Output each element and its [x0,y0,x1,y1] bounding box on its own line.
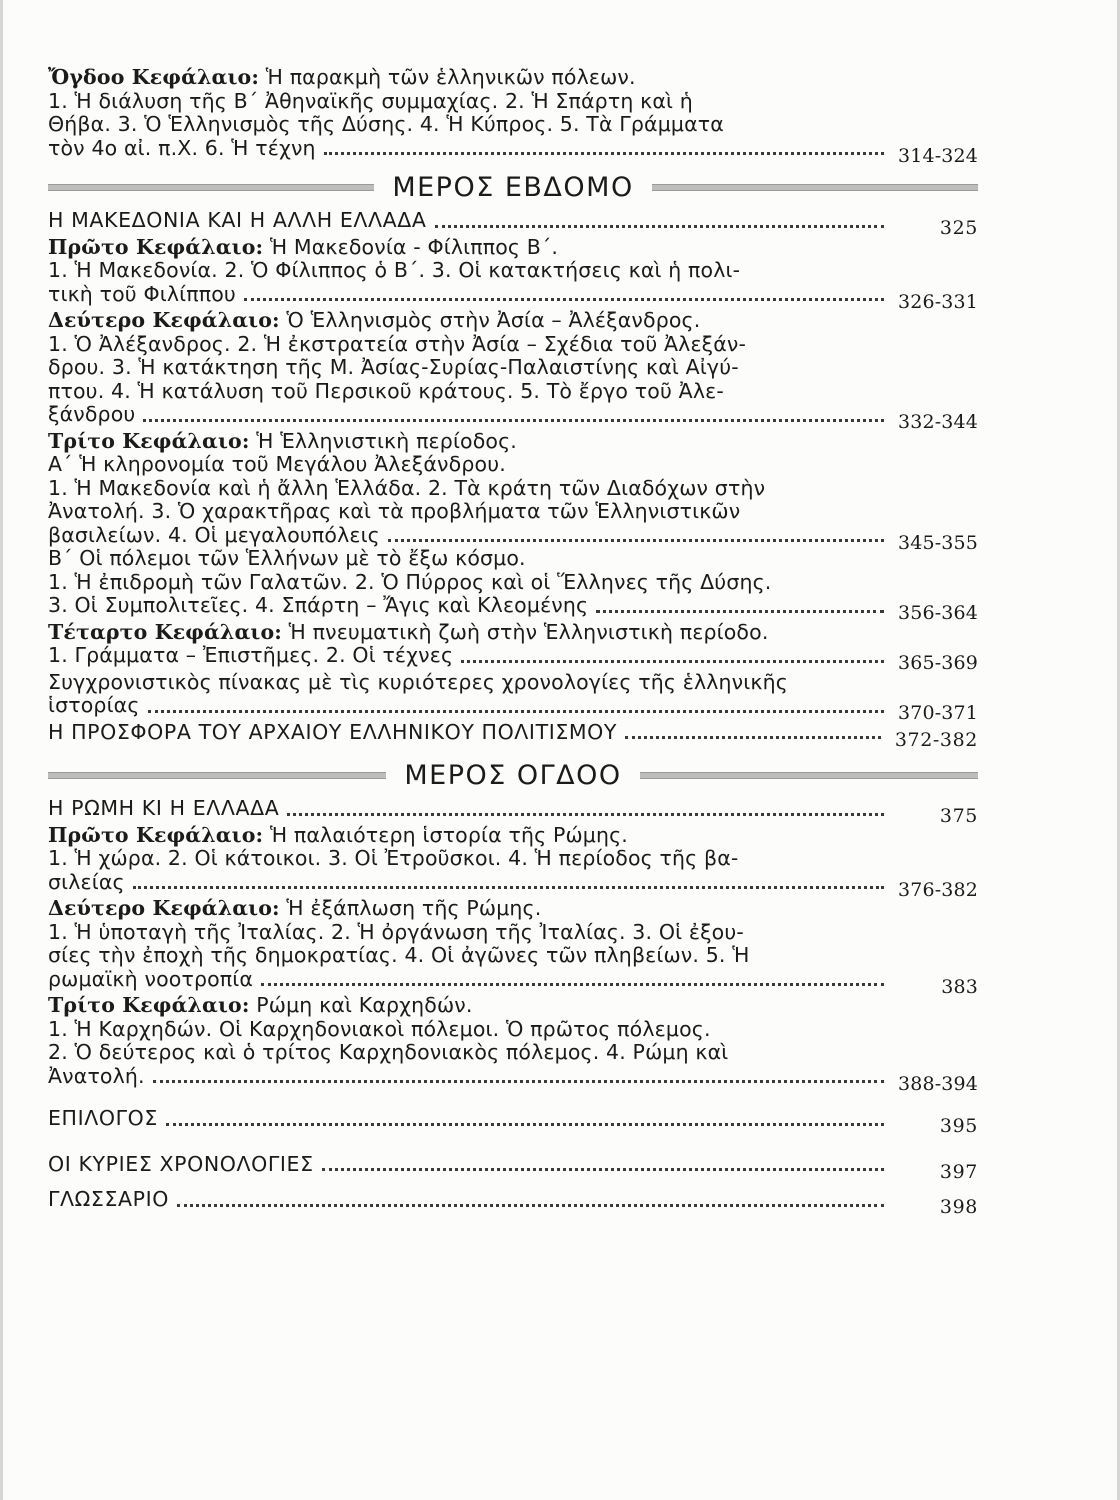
entry-line: 1. Ἡ ὑποταγὴ τῆς Ἰταλίας. 2. Ἡ ὀργάνωση τῆς Ἰταλίας. 3. Οἱ ἐξου- [48,919,744,944]
entry-line: 3. Οἱ Συμπολιτεῖες. 4. Σπάρτη – Ἄγις καὶ Κλεομένης [48,593,589,617]
part-title: ΜΕΡΟΣ ΕΒΔΟΜΟ [392,172,634,203]
subsection-title: Β´ Οἱ πόλεμοι τῶν Ἑλλήνων μὲ τὸ ἔξω κόσμο. [48,546,526,570]
heading-rule-left [48,772,386,779]
heading-rule-right [652,184,978,191]
entry-line: πτου. 4. Ἡ κατάλυση τοῦ Περσικοῦ κράτους. 5. Τὸ ἔργο τοῦ Ἀλε- [48,378,724,403]
toc-entry-section [48,208,978,239]
part-title: ΜΕΡΟΣ ΟΓΔΟΟ [404,760,622,791]
entry-line: Ἀνατολή. 3. Ὁ χαρακτῆρας καὶ τὰ προβλήματα τῶν Ἑλληνιστικῶν [48,499,741,523]
chapter-title: Ἡ ἐξάπλωση τῆς Ρώμης. [279,896,542,920]
chapter-title: Ὁ Ἑλληνισμὸς στὴν Ἀσία – Ἀλέξανδρος. [279,308,701,332]
entry-line: 1. Ἡ ἐπιδρομὴ τῶν Γαλατῶν. 2. Ὁ Πύρρος καὶ οἱ Ἕλληνες τῆς Δύσης. [48,569,772,594]
entry-line: 1. Ἡ χώρα. 2. Οἱ κάτοικοι. 3. Οἱ Ἐτροῦσκοι. 4. Ἡ περίοδος τῆς βα- [48,846,739,870]
entry-line: τικὴ τοῦ Φιλίππου [48,281,236,306]
chapter-label: Πρῶτο Κεφάλαιο: [48,234,264,259]
spacer [48,1091,978,1107]
entry-line: 1. Γράμματα – Ἐπιστῆμες. 2. Οἱ τέχνες [48,643,454,667]
section-heading: Η ΠΡΟΣΦΟΡΑ ΤΟΥ ΑΡΧΑΙΟΥ ΕΛΛΗΝΙΚΟΥ ΠΟΛΙΤΙΣΜΟΥ [48,719,618,744]
toc-entry-key-dates [48,1151,978,1183]
entry-dotline [48,966,978,998]
chapter-label: Ὄγδοο Κεφάλαιο: [48,65,260,89]
toc-entry-p7-ch2 [48,308,978,433]
entry-heading [48,430,978,454]
entry-heading [48,994,978,1018]
entry-dotline [48,522,978,554]
toc-entry-p7-ch1 [48,234,978,313]
entry-dotline [48,693,978,724]
entry-heading [48,621,978,645]
entry-heading [48,897,978,921]
entry-line: 1. Ἡ Μακεδονία. 2. Ὁ Φίλιππος ὁ Β´. 3. Οἱ κατακτήσεις καὶ ἡ πολι- [48,258,741,282]
toc-entry-p8-ch3 [48,993,978,1095]
entry-dotline [48,796,978,827]
page-number: 395 [939,1115,978,1137]
entry-line: 1. Ἡ διάλυση τῆς Β´ Ἀθηναϊκῆς συμμαχίας. 2. Ἡ Σπάρτη καὶ ἡ [48,88,693,113]
entry-line: ρωμαϊκὴ νοοτροπία [48,966,254,991]
section-heading: Η ΜΑΚΕΔΟΝΙΑ ΚΑΙ Η ΑΛΛΗ ΕΛΛΑΔΑ [48,208,427,232]
page-number: 326-331 [897,290,978,313]
entry-line: Θήβα. 3. Ὁ Ἑλληνισμὸς τῆς Δύσης. 4. Ἡ Κύπρος. 5. Τὰ Γράμματα [48,112,724,136]
chapter-title: Ἡ πνευματικὴ ζωὴ στὴν Ἑλληνιστικὴ περίοδο. [282,619,769,644]
section-heading: ΕΠΙΛΟΓΟΣ [48,1106,158,1130]
dot-leader [143,409,884,422]
dot-leader [244,288,884,301]
heading-rule-left [48,184,374,191]
chapter-title: Ἡ Μακεδονία - Φίλιππος Β´. [263,234,559,259]
page-number: 398 [939,1196,978,1218]
entry-dotline [48,1063,978,1095]
entry-line: 1. Ἡ Μακεδονία καὶ ἡ ἄλλη Ἑλλάδα. 2. Τὰ κράτη τῶν Διαδόχων στὴν [48,475,766,500]
entry-line: ἱστορίας [48,693,140,717]
dot-leader [261,973,884,986]
entry-dotline [48,869,978,901]
entry-heading [48,236,978,260]
entry-dotline [48,1151,978,1183]
page-number: 314-324 [897,144,978,167]
entry-dotline [48,643,978,674]
chapter-title: Ἡ παρακμὴ τῶν ἑλληνικῶν πόλεων. [259,65,636,89]
entry-line: Ἀνατολή. [48,1063,145,1088]
table-of-contents [48,65,978,1218]
chapter-title: Ἡ παλαιότερη ἱστορία τῆς Ρώμης. [263,822,628,847]
dot-leader [625,726,881,739]
toc-entry-p8-ch1 [48,822,978,901]
page-number: 388-394 [897,1072,978,1095]
chapter-label: Πρῶτο Κεφάλαιο: [48,822,264,847]
page-number: 325 [939,217,978,239]
entry-line: 1. Ἡ Καρχηδών. Οἱ Καρχηδονιακοὶ πόλεμοι. Ὁ πρῶτος πόλεμος. [48,1016,711,1041]
heading-rule-right [640,772,978,779]
dot-leader [177,1194,884,1207]
entry-line: σιλείας [48,869,125,894]
entry-line: δρου. 3. Ἡ κατάκτηση τῆς Μ. Ἀσίας-Συρίας-Παλαιστίνης καὶ Αἰγύ- [48,355,739,379]
entry-heading [48,824,978,848]
toc-entry-p8-ch2 [48,896,978,998]
dot-leader [388,529,884,542]
entry-heading [48,309,978,333]
chapter-label: Δεύτερο Κεφάλαιο: [48,896,280,920]
entry-dotline [48,135,978,167]
entry-line: τὸν 4ο αἰ. π.Χ. 6. Ἡ τέχνη [48,135,316,160]
page-number: 375 [939,805,978,827]
chapter-title: Ἡ Ἑλληνιστικὴ περίοδος. [249,428,517,453]
dot-leader [324,142,884,155]
dot-leader [287,803,884,816]
entry-dotline [48,281,978,313]
dot-leader [166,1113,884,1126]
dot-leader [435,215,884,228]
toc-entry-glossary [48,1187,978,1218]
dot-leader [148,700,884,713]
part-8-heading [48,760,978,791]
chapter-label: Τρίτο Κεφάλαιο: [48,993,250,1017]
section-heading: ΓΛΩΣΣΑΡΙΟ [48,1187,169,1211]
page-number: 376-382 [897,878,978,901]
page-number: 365-369 [897,652,978,674]
entry-dotline [48,719,978,751]
toc-entry-p7-ch3 [48,428,978,624]
entry-dotline [48,1187,978,1218]
entry-dotline [48,593,978,624]
page-edge-left [0,0,3,1500]
entry-line: Συγχρονιστικὸς πίνακας μὲ τὶς κυριότερες χρονολογίες τῆς ἑλληνικῆς [48,669,788,694]
part-7-heading [48,172,978,203]
dot-leader [461,650,884,663]
toc-entry-offering [48,719,978,751]
entry-line: ξάνδρου [48,402,136,426]
dot-leader [322,1158,884,1171]
chapter-label: Τρίτο Κεφάλαιο: [48,428,250,453]
entry-line: σίες τὴν ἐποχὴ τῆς δημοκρατίας. 4. Οἱ ἀγῶνες τῶν πληβείων. 5. Ἡ [48,943,750,967]
toc-entry-sync-table [48,669,978,724]
dot-leader [133,876,884,889]
chapter-label: Δεύτερο Κεφάλαιο: [48,308,280,332]
page-number: 372-382 [894,728,978,751]
toc-entry-epilogue [48,1106,978,1137]
subsection-title: Α´ Ἡ κληρονομία τοῦ Μεγάλου Ἀλεξάνδρου. [48,452,506,476]
page-number: 397 [939,1160,978,1183]
page-number: 383 [941,975,978,998]
page-number: 345-355 [897,531,978,554]
section-heading: Η ΡΩΜΗ ΚΙ Η ΕΛΛΑΔΑ [48,796,280,820]
entry-dotline [48,208,978,239]
section-heading: ΟΙ ΚΥΡΙΕΣ ΧΡΟΝΟΛΟΓΙΕΣ [48,1151,314,1176]
page-number: 356-364 [897,602,978,624]
toc-entry-chapter-8 [48,65,978,167]
chapter-title: Ρώμη καὶ Καρχηδών. [249,993,473,1017]
entry-dotline [48,402,978,433]
chapter-label: Τέταρτο Κεφάλαιο: [48,619,282,644]
entry-line: 2. Ὁ δεύτερος καὶ ὁ τρίτος Καρχηδονιακὸς πόλεμος. 4. Ρώμη καὶ [48,1040,729,1064]
page-number: 370-371 [897,702,978,724]
entry-dotline [48,1106,978,1137]
entry-line: 1. Ὁ Ἀλέξανδρος. 2. Ἡ ἐκστρατεία στὴν Ἀσία – Σχέδια τοῦ Ἀλεξάν- [48,331,747,356]
page-number: 332-344 [897,411,978,433]
toc-entry-p7-ch4 [48,619,978,674]
dot-leader [153,1070,884,1083]
entry-line: βασιλείων. 4. Οἱ μεγαλουπόλεις [48,522,380,547]
entry-heading [48,66,978,90]
dot-leader [596,600,884,613]
toc-entry-section [48,796,978,827]
